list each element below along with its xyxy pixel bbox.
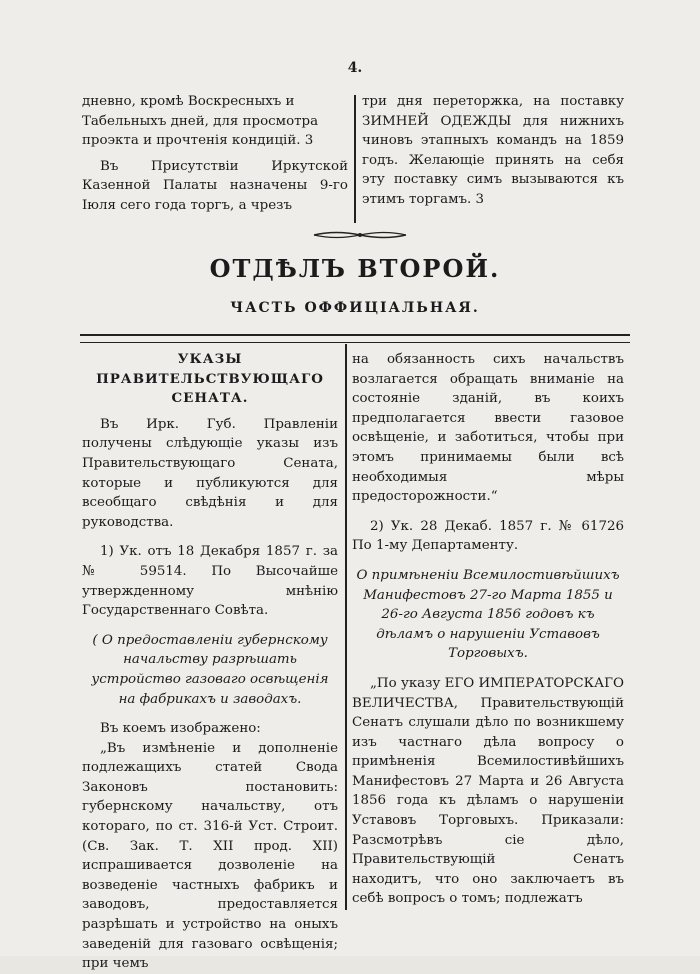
main-column-divider bbox=[345, 344, 347, 910]
left-column bbox=[82, 350, 338, 974]
decree-1-lead: Въ коемъ изображено: bbox=[100, 721, 261, 737]
top-left-line-2: Табельныхъ дней, для просмотра bbox=[82, 113, 319, 129]
top-column-divider bbox=[354, 95, 356, 223]
top-left-paragraph: Въ Присутствіи Иркутской Казенной Палаты назначены 9-го Іюля сего года торгъ, а чрезъ bbox=[82, 158, 348, 213]
decree-2-body: „По указу ЕГО ИМПЕРАТОРСКАГО ВЕЛИЧЕСТВА, Правительствующій Сенатъ слушали дѣло по возникшему изъ частнаго дѣла вопросу о примѣненія Всемилостивѣйшихъ Манифестовъ 27 Марта и 26 Августа 1856 года къ дѣламъ о нарушеніи Уставовъ Торговыхъ. Приказали: Разсмотрѣвъ сіе дѣло, Правительствующій Сенатъ находитъ, что оно заключаетъ въ себѣ вопросъ о томъ; подлежатъ bbox=[352, 675, 624, 907]
top-right-paragraph: три дня переторжка, на поставку ЗИМНЕЙ ОДЕЖДЫ для нижнихъ чиновъ этапныхъ командъ на 1859 годъ. Желающіе принять на себя эту поставку симъ вызываются къ этимъ торгамъ. 3 bbox=[362, 94, 624, 207]
top-left-line-1: дневно, кромѣ Воскресныхъ и bbox=[82, 94, 295, 109]
section-rule bbox=[80, 334, 630, 343]
decrees-heading: УКАЗЫ ПРАВИТЕЛЬСТВУЮЩАГО СЕНАТА. bbox=[96, 351, 324, 407]
top-right-column bbox=[362, 92, 624, 210]
decree-2-note: О примѣненіи Всемилостивѣйшихъ Манифестовъ 27-го Марта 1855 и 26-го Августа 1856 годовъ къ дѣламъ о нарушеніи Уставовъ Торговыхъ. bbox=[356, 567, 620, 662]
decree-2-header: 2) Ук. 28 Декаб. 1857 г. № 61726 По 1-му Департаменту. bbox=[352, 518, 624, 554]
decree-1-body: „Въ измѣненіе и дополненіе подлежащихъ статей Свода Законовъ постановить: губернскому начальству, отъ котораго, по ст. 316-й Уст. Строит. (Св. Зак. Т. XII прод. XII) испрашивается дозволеніе на возведеніе частныхъ фабрикъ и заводовъ, предоставляется разрѣшать и устройство на оныхъ заведеній для газоваго освѣщенія; при чемъ bbox=[82, 740, 338, 972]
decree-1-note: ( О предоставленіи губернскому начальству разрѣшать устройство газоваго освѣщенія на фабрикахъ и заводахъ. bbox=[91, 632, 329, 707]
top-left-column bbox=[82, 92, 348, 216]
decree-1-header: 1) Ук. отъ 18 Декабря 1857 г. за № 59514. По Высочайше утвержденному мнѣнію Государственнаго Совѣта. bbox=[82, 544, 338, 619]
section-title: ОТДѢЛЪ ВТОРОЙ. bbox=[209, 254, 501, 283]
section-subtitle: ЧАСТЬ ОФФИЦІАЛЬНАЯ. bbox=[230, 300, 480, 316]
intro-paragraph: Въ Ирк. Губ. Правленіи получены слѣдующіе указы изъ Правительствующаго Сената, которые и публикуются для всеобщаго свѣдѣнія и для руководства. bbox=[82, 416, 338, 530]
ornament-divider bbox=[312, 228, 408, 242]
page-number: 4. bbox=[347, 60, 363, 76]
decree-1-continuation: на обязанность сихъ начальствъ возлагается обращать вниманіе на состояніе зданій, въ коихъ предполагается ввести газовое освѣщеніе, и заботиться, чтобы при этомъ принимаемы были всѣ необходимыя мѣры предосторожности.“ bbox=[352, 352, 624, 505]
top-left-line-3: проэкта и прочтенія кондицій. 3 bbox=[82, 133, 314, 149]
right-column bbox=[352, 350, 624, 909]
